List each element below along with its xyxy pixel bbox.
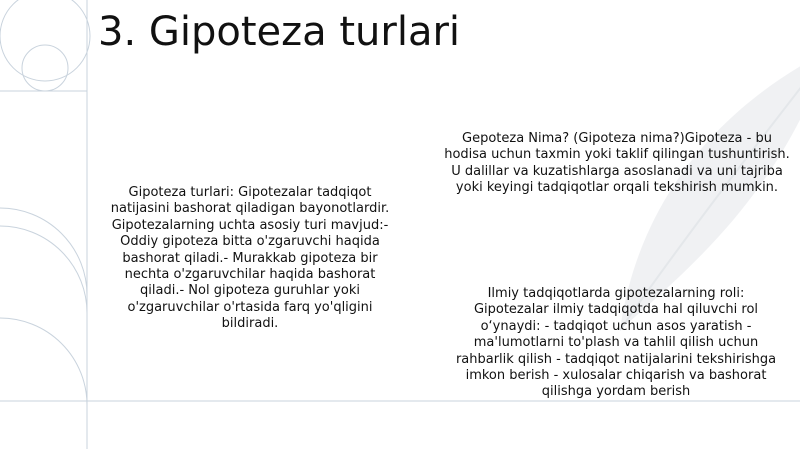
slide-title: 3. Gipoteza turlari [98, 9, 461, 55]
deco-circle-large [0, 0, 90, 81]
deco-circle-small [22, 45, 68, 91]
text-block-role-of-hypotheses: Ilmiy tadqiqotlarda gipotezalarning roli: Gipotezalar ilmiy tadqiqotda hal qiluvchi rol o‘ynaydi: - tadqiqot uchun asos yaratish - ma'lumotlarni to'plash va tahlil qilish uchun rahbarlik qilish - tadqiqot natijalarini tekshirishga imkon berish - xulosalar chiqarish va bashorat qilishga yordam berish [455, 286, 777, 400]
deco-arc-lower [0, 318, 87, 405]
deco-arc-inner [0, 226, 87, 313]
text-block-what-is-hypothesis: Gepoteza Nima? (Gipoteza nima?)Gipoteza - bu hodisa uchun taxmin yoki taklif qilingan tushuntirish. U dalillar va kuzatishlarga asoslanadi va uni tajriba yoki keyingi tadqiqotlar orqali tekshirish mumkin. [444, 131, 790, 196]
text-block-hypothesis-types: Gipoteza turlari: Gipotezalar tadqiqot natijasini bashorat qiladigan bayonotlardir. Gipotezalarning uchta asosiy turi mavjud:- Oddiy gipoteza bitta o'zgaruvchi haqida bashorat qiladi.- Murakkab gipoteza bir nechta o'zgaruvchilar haqida bashorat qiladi.- Nol gipoteza guruhlar yoki o'zgaruvchilar o'rtasida farq yo'qligini bildiradi. [110, 185, 390, 332]
deco-arc-upper [0, 208, 87, 295]
